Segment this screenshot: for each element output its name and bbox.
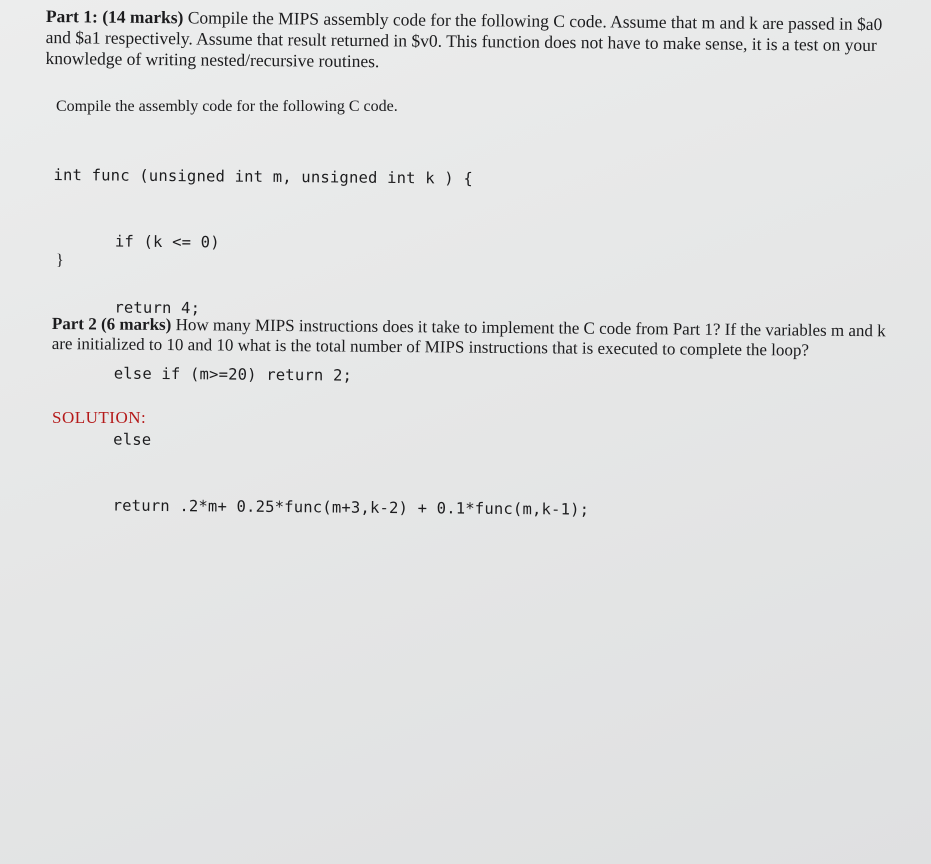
part1-question [45, 6, 906, 77]
solution-label: SOLUTION: [52, 408, 147, 427]
code-line-else: else [113, 430, 152, 449]
code-line-if: if (k <= 0) [114, 232, 220, 252]
code-line-return-4: return 4; [114, 298, 201, 318]
code-line-else-if: else if (m>=20) return 2; [113, 364, 353, 385]
code-line-return-recursive: return .2*m+ 0.25*func(m+3,k-2) + 0.1*func(m,k-1); [112, 496, 590, 519]
code-closing-brace: } [56, 252, 64, 269]
part2-heading: Part 2 (6 marks) [51, 314, 172, 335]
code-line-signature: int func (unsigned int m, unsigned int k ) { [53, 165, 473, 188]
part2-question [52, 314, 898, 361]
part1-heading: Part 1: (14 marks) [45, 6, 184, 28]
code-intro: Compile the assembly code for the following C code. [56, 98, 398, 115]
part2-text: How many MIPS instructions does it take to implement the C code from Part 1? If the variables m and k are initialized to 10 and 10 what is the total number of MIPS instructions that is executed to complete the loop? [51, 315, 886, 360]
part1-text: Compile the MIPS assembly code for the following C code. Assume that m and k are passed in $a0 and $a1 respectively. Assume that result returned in $v0. This function does not have to make sense, it is a test on your knowledge of writing nested/recursive routines. [45, 7, 883, 72]
